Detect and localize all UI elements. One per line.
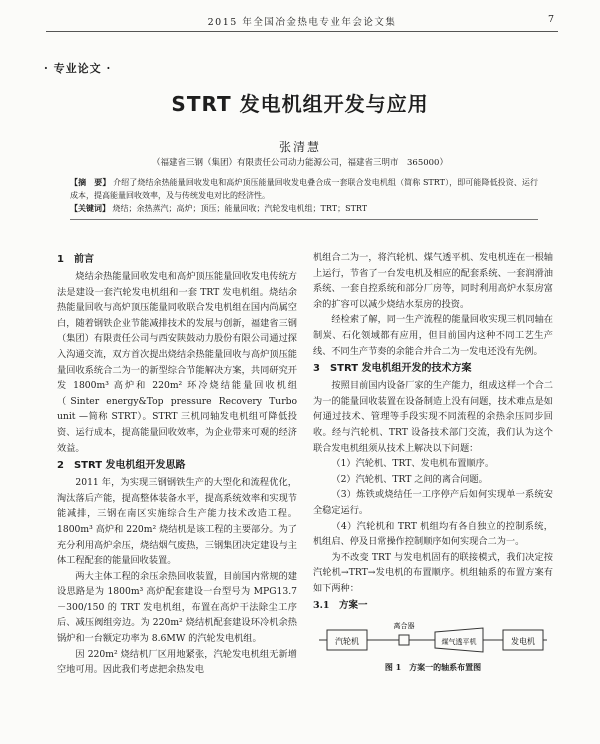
affiliation: （福建省三钢（集团）有限责任公司动力能源公司，福建省三明市 365000） <box>152 158 448 168</box>
paragraph: 2011 年，为实现三钢钢铁生产的大型化和流程优化，淘汰落后产能，提高整体装备水平，提高系统效率和实现节能减排，三钢在南区实施综合生产能力技术改造工程。1800m³ 高炉和 220m² 烧结机是该工程的主要部分。为了充分利用高炉余压，烧结烟气废热，三钢集团决定建设与主体工程配套的能量回收装置。 <box>57 477 297 567</box>
clutch-box <box>399 635 409 645</box>
keywords-row <box>70 202 538 215</box>
paragraph: 烧结余热能量回收发电和高炉顶压能量回收发电传统方法是建设一套汽轮发电机组和一套 TRT 发电机组。烧结余热能量回收与高炉顶压能量同收联合发电机组在国内尚属空白，随着钢铁企业节能减排技术的发展与创新，福建省三钢（集团）有限责任公司与西安陕鼓动力股份有限公司通过探入沟通交流，双方首次提出烧结余热能量回收与高炉顶压能量回收系统合二为一的新型综合节能解决方案，共同研究开发 1800m³ 高炉和 220m² 环冷烧结能量回收机组（Sinter energy&Top pressure Recovery Turbo unit —简称 STRT）。STRT 三机同轴发电机组可降低投资、运行成本，提高能量回收效率，为企业带来可观的经济效益。 <box>57 271 297 454</box>
subheading-scheme-one: 3.1 方案一 <box>313 600 368 612</box>
abstract-label: 【摘 要】 <box>70 177 111 187</box>
paragraph: 因 220m² 烧结机厂区用地紧张，汽轮发电机组无新增空地可用。因此我们考虑把余热发电 <box>57 648 297 676</box>
abstract-text: 介绍了烧结余热能量回收发电和高炉顶压能量回收发电叠合成一套联合发电机组（简称 STRT），即可能降低投资、运行成本，提高能量回收效率，及与传统发电对比的经济性。 <box>70 178 539 200</box>
keywords-label: 【关键词】 <box>70 203 110 213</box>
label-gas-turbine: 煤气透平机 <box>441 638 477 647</box>
shaft-diagram <box>313 616 553 660</box>
keywords-text: 烧结；余热蒸汽；高炉；顶压；能量回收；汽轮发电机组；TRT；STRT <box>112 204 368 213</box>
running-header <box>46 14 558 32</box>
section-tag: · 专业论文 · <box>44 62 112 75</box>
heading-introduction: 1 前言 <box>57 254 94 265</box>
paragraph: 按照目前国内设备厂家的生产能力，组成这样一个合二为一的能量回收装置在设备制造上没有问题，技术难点是如何通过技术、管理等手段实现不同流程的余热余压同步回收。经与汽轮机、TRT 设备技术部门交流，我们认为这个联合发电机组须从技术上解决以下问题： <box>313 380 553 454</box>
paragraph: 机组合二为一，将汽轮机、煤气透平机、发电机连在一根轴上运行，节省了一台发电机及相应的配套系统、一套润滑油系统、一套自控系统和部分厂房等，同时利用高炉水泵房富余的扩容可以减少烧结水泵房的投资。 <box>313 252 553 310</box>
author: 张清慧 <box>278 140 321 154</box>
label-generator: 发电机 <box>511 637 535 647</box>
left-column <box>57 250 297 678</box>
paragraph: 经检索了解，同一生产流程的能量回收实现三机同轴在制炭、石化领域都有应用，但目前国内这种不同工艺生产线、不同生产节奏的余能合并合二为一发电还没有先例。 <box>313 314 553 357</box>
abstract-divider <box>70 219 538 220</box>
list-item: （2）汽轮机、TRT 之间的离合问题。 <box>331 473 488 485</box>
right-column <box>313 250 553 676</box>
label-turbine: 汽轮机 <box>335 637 359 647</box>
list-item: （1）汽轮机、TRT、发电机布置顺序。 <box>331 458 495 470</box>
heading-technical-scheme: 3 STRT 发电机组开发的技术方案 <box>313 363 472 375</box>
abstract-row <box>70 176 538 202</box>
figure-caption: 图 1 方案一的轴系布置图 <box>384 662 482 673</box>
running-title: 2015 年全国冶金热电专业年会论文集 <box>207 17 397 28</box>
paragraph: 为不改变 TRT 与发电机固有的联接模式，我们决定按汽轮机→TRT→发电机的布置顺序。机组轴系的布置方案有如下两种： <box>313 551 553 594</box>
label-clutch: 离合器 <box>393 622 415 631</box>
list-item: （3）炼铁或烧结任一工序停产后如何实现单一系统安全稳定运行。 <box>313 489 553 516</box>
heading-development-idea: 2 STRT 发电机组开发思路 <box>57 460 186 472</box>
list-item: （4）汽轮机和 TRT 机组均有各自独立的控制系统，机组启、停及日常操作控制顺序如何实现合二为一。 <box>313 520 553 548</box>
page-number: 7 <box>547 14 554 25</box>
shaft-layout-figure <box>313 616 553 660</box>
paragraph: 两大主体工程的余压余热回收装置，目前国内常规的建设思路是为 1800m³ 高炉配套建设一台型号为 MPG13.7－300/150 的 TRT 发电机组，布置在高炉干法除尘工序后、减压阀组旁边。为 220m² 烧结机配套建设环冷机余热锅炉和一台额定功率为 8.6MW 的汽轮发电机组。 <box>57 570 297 645</box>
paper-title: STRT 发电机组开发与应用 <box>171 92 429 116</box>
abstract <box>70 176 538 215</box>
